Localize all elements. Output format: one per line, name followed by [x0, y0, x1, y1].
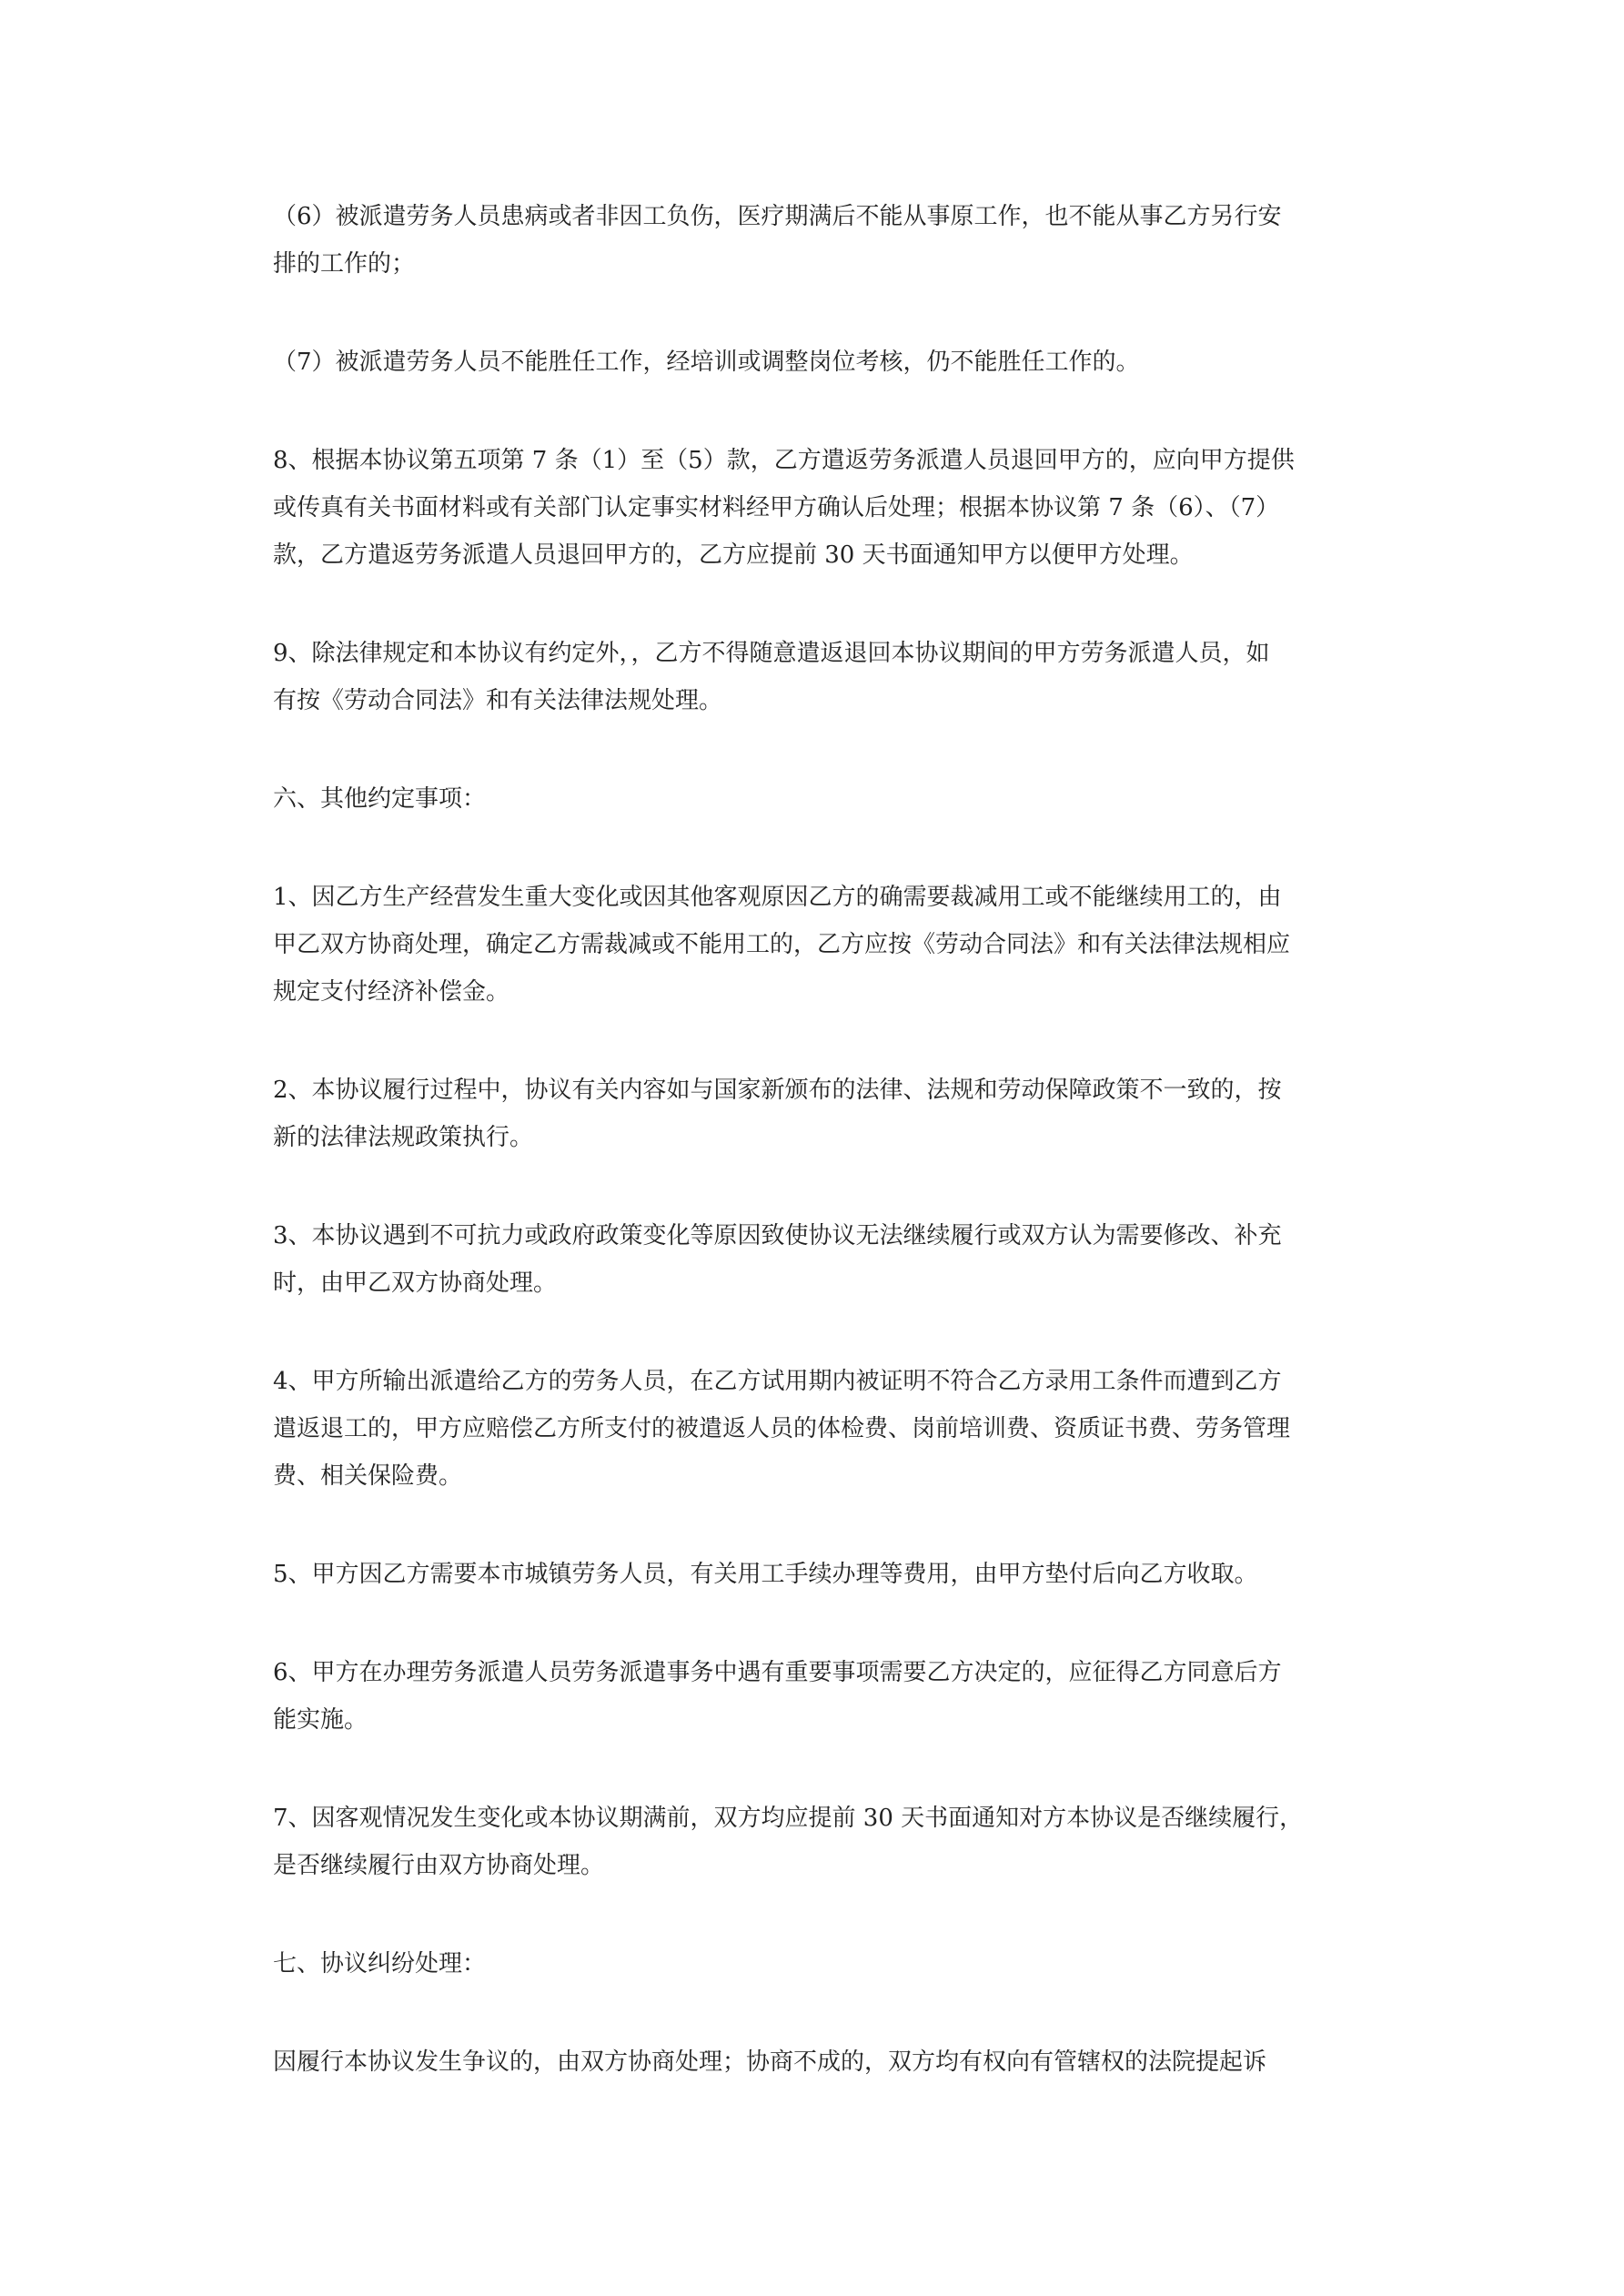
paragraph-item-9: [273, 630, 1369, 724]
text-line: 能实施。: [273, 1706, 368, 1734]
section-heading: 七、协议纠纷处理：: [273, 1950, 487, 1977]
text-line: 8、根据本协议第五项第 7 条（1）至（5）款，乙方遣返劳务派遣人员退回甲方的，应向甲方提供: [273, 447, 1295, 474]
paragraph-dispute: [273, 2038, 1369, 2086]
text-line: 2、本协议履行过程中，协议有关内容如与国家新颁布的法律、法规和劳动保障政策不一致的，按: [273, 1077, 1282, 1104]
text-line: 有按《劳动合同法》和有关法律法规处理。: [273, 687, 723, 714]
text-line: 遣返退工的，甲方应赔偿乙方所支付的被遣返人员的体检费、岗前培训费、资质证书费、劳务管理: [273, 1415, 1291, 1442]
section-heading-6: [273, 775, 1369, 823]
paragraph-clause-6: [273, 193, 1369, 288]
text-line: 1、因乙方生产经营发生重大变化或因其他客观原因乙方的确需要裁减用工或不能继续用工的，由: [273, 884, 1282, 911]
paragraph-other-2: [273, 1067, 1369, 1161]
paragraph-other-6: [273, 1649, 1369, 1744]
section-heading: 六、其他约定事项：: [273, 785, 487, 813]
text-line: （6）被派遣劳务人员患病或者非因工负伤，医疗期满后不能从事原工作，也不能从事乙方另行安: [273, 203, 1282, 230]
paragraph-other-7: [273, 1795, 1369, 1889]
paragraph-item-8: [273, 437, 1369, 579]
text-line: 是否继续履行由双方协商处理。: [273, 1852, 605, 1879]
text-line: 3、本协议遇到不可抗力或政府政策变化等原因致使协议无法继续履行或双方认为需要修改、补充: [273, 1222, 1282, 1249]
text-line: （7）被派遣劳务人员不能胜任工作，经培训或调整岗位考核，仍不能胜任工作的。: [273, 349, 1140, 376]
text-line: 甲乙双方协商处理，确定乙方需裁减或不能用工的，乙方应按《劳动合同法》和有关法律法规相应: [273, 931, 1291, 958]
paragraph-other-5: [273, 1551, 1369, 1598]
text-line: 9、除法律规定和本协议有约定外，，乙方不得随意遣返退回本协议期间的甲方劳务派遣人员，如: [273, 640, 1270, 667]
text-line: 5、甲方因乙方需要本市城镇劳务人员，有关用工手续办理等费用，由甲方垫付后向乙方收取。: [273, 1561, 1258, 1588]
text-line: 4、甲方所输出派遣给乙方的劳务人员，在乙方试用期内被证明不符合乙方录用工条件而遭到乙方: [273, 1368, 1282, 1395]
text-line: 或传真有关书面材料或有关部门认定事实材料经甲方确认后处理；根据本协议第 7 条（6）、（7）: [273, 494, 1280, 521]
paragraph-other-3: [273, 1212, 1369, 1307]
text-line: 时，由甲乙双方协商处理。: [273, 1269, 558, 1297]
section-heading-7: [273, 1940, 1369, 1988]
text-line: 6、甲方在办理劳务派遣人员劳务派遣事务中遇有重要事项需要乙方决定的，应征得乙方同意后方: [273, 1659, 1282, 1686]
text-line: 费、相关保险费。: [273, 1462, 463, 1490]
text-line: 款，乙方遣返劳务派遣人员退回甲方的，乙方应提前 30 天书面通知甲方以便甲方处理。: [273, 541, 1194, 569]
text-line: 排的工作的；: [273, 250, 416, 278]
text-line: 新的法律法规政策执行。: [273, 1124, 534, 1151]
paragraph-clause-7: [273, 339, 1369, 386]
paragraph-other-1: [273, 874, 1369, 1016]
text-line: 因履行本协议发生争议的，由双方协商处理；协商不成的，双方均有权向有管辖权的法院提起诉: [273, 2048, 1267, 2076]
text-line: 7、因客观情况发生变化或本协议期满前，双方均应提前 30 天书面通知对方本协议是否继续履行，: [273, 1805, 1304, 1832]
text-line: 规定支付经济补偿金。: [273, 978, 510, 1006]
paragraph-other-4: [273, 1358, 1369, 1500]
